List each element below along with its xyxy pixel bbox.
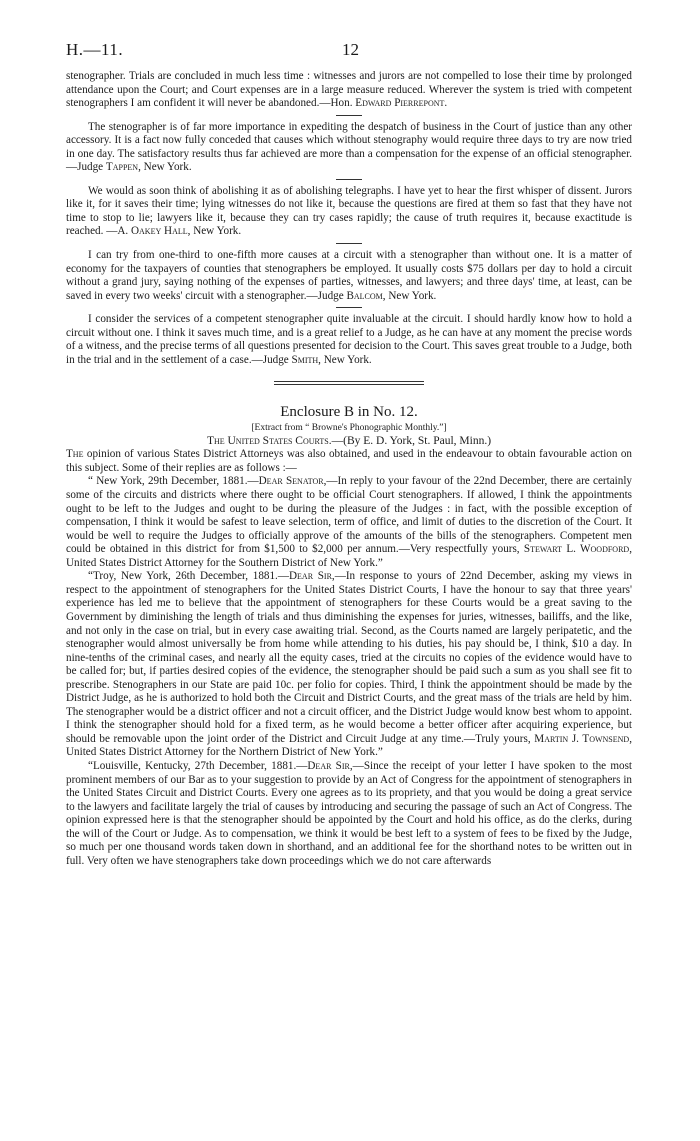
separator-rule [336, 115, 362, 116]
quote-paragraph-3: We would as soon think of abolishing it as of abolishing telegraphs. I have yet to hear the first whisper of dissent. Jurors like it, for it saves their time; lying witnesses do not like it, because the questions are fired at them so fast that they have not time to stop to lie; lawyers like it, because they can try cases rapidly; the cause of truth requires it, because exactitude is reached. —A. Oakey Hall, New York. [66, 184, 632, 238]
quote-author: Edward Pierrepont [355, 97, 445, 110]
quote-paragraph-4: I can try from one-third to one-fifth more causes at a circuit with a stenographer than without one. It is a matter of economy for the taxpayers of counties that stenographers be employed. It usually costs $75 dollars per day to hold a circuit without a grand jury, saying nothing of the expenses of parties, witnesses, and lawyers; and three days' time, at least, can be saved in every two weeks' circuit with a stenographer.—Judge Balcom, New York. [66, 249, 632, 302]
quote-paragraph-1: stenographer. Trials are concluded in much less time : witnesses and jurors are not compelled to lose their time by prolonged attendance upon the Court; and Court expenses are in a large measure reduced. Wherever the system is tried with competent stenographers I am confident it will never be abandoned.—Hon. Edward Pierrepont. [66, 70, 632, 110]
quote-author: Tappen [105, 161, 139, 174]
article-subtitle: The United States Courts.—(By E. D. York, St. Paul, Minn.) [206, 435, 492, 448]
page-number: 12 [342, 40, 359, 59]
salutation: Dear Sir [307, 759, 350, 772]
signature: Martin J. Townsend [534, 732, 630, 745]
letter-troy: “Troy, New York, 26th December, 1881.—Dear Sir,—In response to yours of 22nd December, asking my views in respect to the appointment of stenographers for the United States District Courts, I have the honour to say that three years' experience has led me to believe that the appointment of stenographers for these Courts would be a great saving to the Government by diminishing the length of trials and thus diminishing the expenses for juries, witnesses, bailiffs, and the like, and not only in the case on trial, but in every case awaiting trial. Second, as the Courts named are largely peripatetic, and the stenographer would almost universally be from home while attending to his duties, his pay should be, I think, $10 a day. In nine-tenths of the criminal cases, and nearly all the equity cases, tried at the circuits no copies of the evidence would have to be called for; but, if parties desired copies of the evidence, the stenographer should be paid such a sum as you shall see fit to prescribe. Stenographers in our State are paid 10c. per folio for copies. Third, I think the appointment should be made by the District Judge, as he is authorized to hold both the Circuit and District Courts, and the great mass of the trials are held by him. The stenographer would be a district officer and not a circuit officer, and the District Judge would know best whom to appoint. I think the stenographer should hold for a fixed term, as he would become a better officer after acquiring experience, but should be removable upon the joint order of the District and Circuit Judge at any time.—Truly yours, Martin J. Townsend, United States District Attorney for the Northern District of New York.” [66, 570, 632, 759]
separator-rule [336, 307, 362, 308]
quote-author: Balcom [346, 289, 383, 302]
letter-new-york: “ New York, 29th December, 1881.—Dear Senator,—In reply to your favour of the 22nd December, there are certainly some of the circuits and districts where there ought to be official Court stenographers. If allowed, I think the appointments ought to be left to the Judges and ought to be during the pleasure of the Judges : in fact, with the possible exception of compensation, I think it would be safest to leave selection, term of office, and limit of duties to the discretion of the Court. It would be well to require the Judges to officially approve of the amounts of the bills of the stenographers. Competent men could be obtained in this district for from $1,500 to $2,000 per annum.—Very respectfully yours, Stewart L. Woodford, United States District Attorney for the Southern District of New York.” [66, 475, 632, 569]
signature: Stewart L. Woodford [523, 543, 630, 556]
letter-louisville: “Louisville, Kentucky, 27th December, 1881.—Dear Sir,—Since the receipt of your letter I have spoken to the most prominent members of our Bar as to your suggestion to provide by an Act of Congress for the appointment of stenographers in the United States Circuit and District Courts. Every one agrees as to its propriety, and that you would be doing a great service to the lawyers and facilitate largely the trial of causes by introducing and securing the passage of such an Act of Congress. The opinion expressed here is that the stenographer should be appointed by the Court and hold his office, as do the clerks, during the will of the Court or Judge. As to compensation, we think it would be best left to a system of fees to be fixed by the Judge, so much per one thousand words taken down in shorthand, and an additional fee for the shorthand notes to be written out in full. Very often we have stenographers take down proceedings which we do not care afterwards [66, 759, 633, 867]
section-rule-top [274, 381, 424, 382]
salutation: Dear Senator [258, 475, 324, 488]
enclosure-title: Enclosure B in No. 12. [280, 404, 418, 421]
salutation: Dear Sir [288, 570, 332, 583]
extract-source-note: [Extract from “ Browne's Phonographic Monthly.”] [251, 423, 447, 434]
separator-rule [336, 243, 362, 244]
paper-code: H.—11. [66, 40, 124, 59]
quote-author: Oakey Hall [130, 225, 188, 238]
quote-paragraph-2: The stenographer is of far more importance in expediting the despatch of business in the Court of justice than any other accessory. It is a fact now fully conceded that causes which without stenography would require three days to try are now tried in one day. The satisfactory results thus far achieved are more than a compensation for the expense of an official stenographer.—Judge Tappen, New York. [66, 120, 632, 174]
section-rule-bottom [274, 384, 424, 385]
page-header [66, 40, 632, 70]
intro-paragraph: The opinion of various States District Attorneys was also obtained, and used in the endeavour to obtain favourable action on this subject. Some of their replies are as follows :— [66, 448, 632, 474]
quote-author: Smith [291, 353, 319, 366]
quote-paragraph-5: I consider the services of a competent stenographer quite invaluable at the circuit. I should hardly know how to hold a circuit without one. I think it saves much time, and is a great relief to a Judge, as he can have at any moment the precise words of a witness, and the precise terms of all questions presented for decision to the Court. This saves great trouble to a Judge, both in the trial and in the settlement of a case.—Judge Smith, New York. [66, 313, 632, 366]
separator-rule [336, 179, 362, 180]
